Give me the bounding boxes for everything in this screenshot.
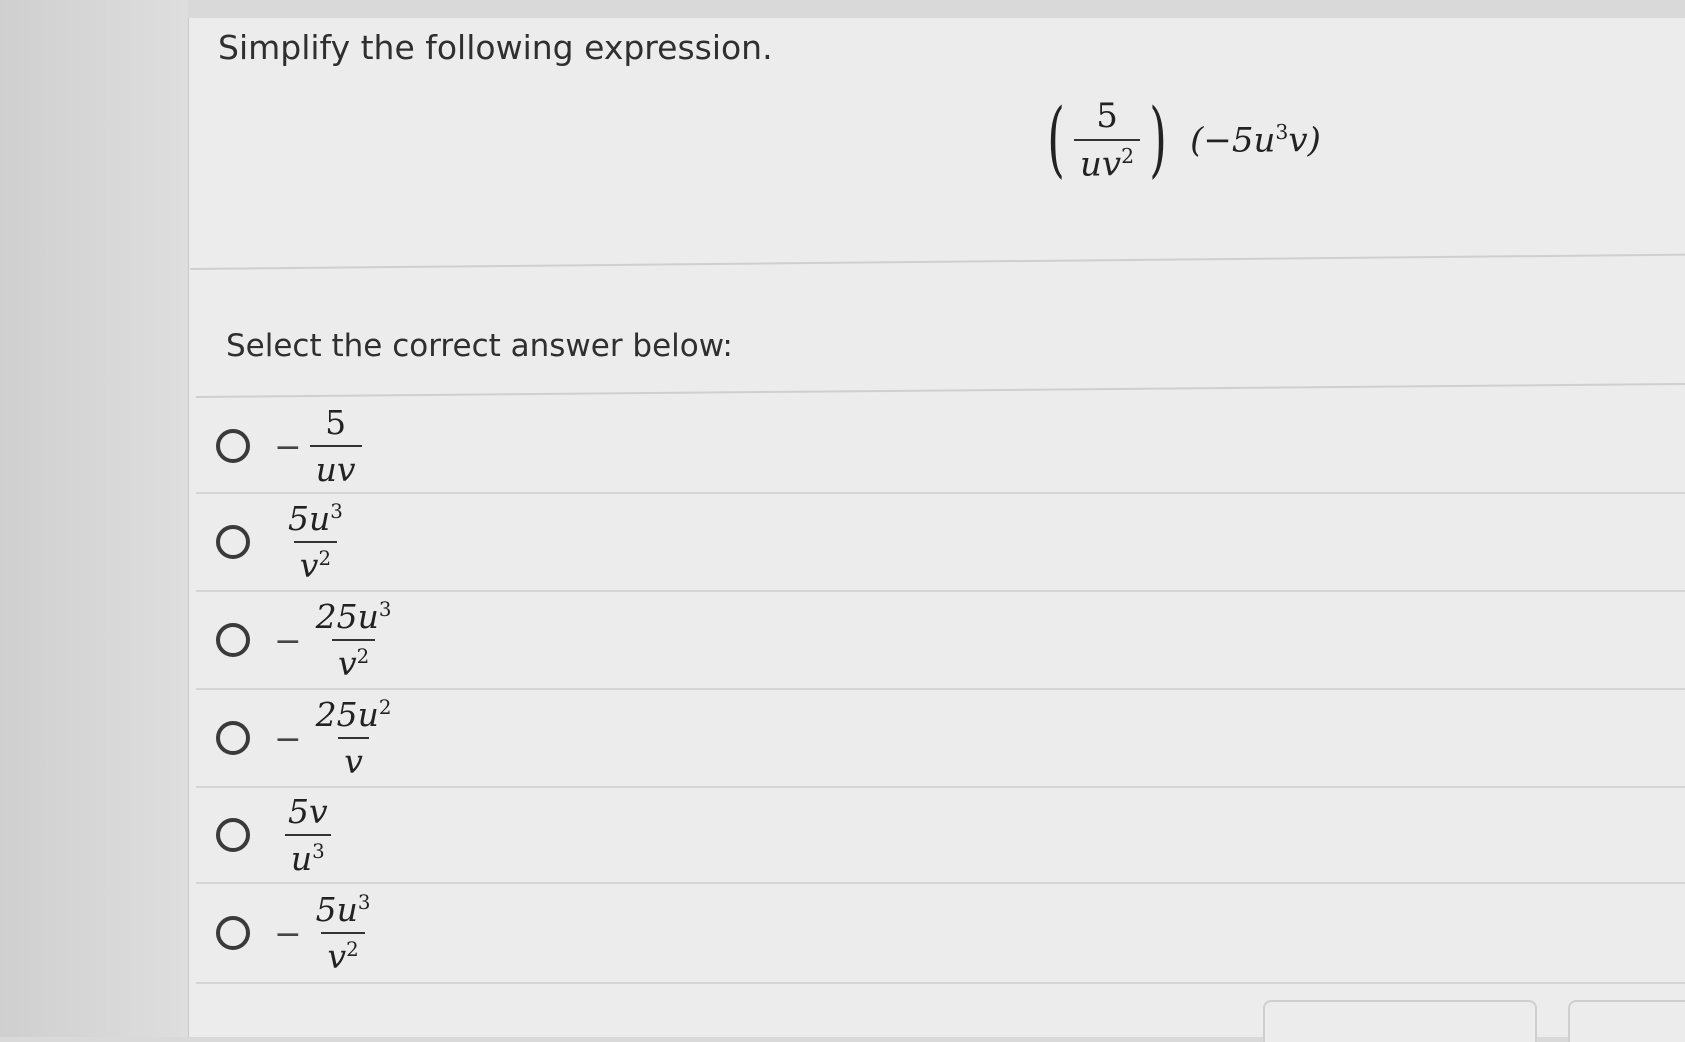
radio-button-6[interactable]	[216, 916, 250, 950]
expression-factor: $(-5u^3v)$	[1190, 120, 1321, 161]
left-gutter	[0, 0, 188, 1037]
answer-option-6[interactable]	[196, 884, 1685, 984]
option-4-expression: − $\frac{25u^2}{v}$	[274, 695, 392, 781]
open-paren: (	[1047, 92, 1065, 188]
answer-option-1[interactable]	[196, 400, 1685, 494]
radio-button-4[interactable]	[216, 721, 250, 755]
answer-option-5[interactable]	[196, 788, 1685, 884]
option-5-expression: $\frac{5v}{u^3}$	[274, 792, 336, 878]
option-3-expression: − $\frac{25u^3}{v^2}$	[274, 597, 392, 683]
select-answer-label: Select the correct answer below:	[226, 328, 733, 364]
close-paren: )	[1149, 92, 1167, 188]
bottom-button-2[interactable]	[1568, 1000, 1685, 1042]
option-2-expression: $\frac{5u^3}{v^2}$	[288, 499, 343, 585]
answer-option-2[interactable]	[196, 494, 1685, 592]
radio-button-2[interactable]	[216, 525, 250, 559]
radio-button-5[interactable]	[216, 818, 250, 852]
question-prompt: Simplify the following expression.	[218, 28, 773, 67]
radio-button-3[interactable]	[216, 623, 250, 657]
radio-button-1[interactable]	[216, 429, 250, 463]
answer-option-3[interactable]	[196, 592, 1685, 690]
expression-fraction	[1074, 96, 1140, 184]
answer-option-4[interactable]	[196, 690, 1685, 788]
option-6-expression: − $\frac{5u^3}{v^2}$	[274, 890, 371, 976]
question-expression	[1040, 92, 1321, 188]
fraction-numerator: 5	[1096, 96, 1118, 136]
fraction-denominator: $uv^2$	[1074, 139, 1140, 184]
option-1-expression: − $\frac{5}{uv}$	[274, 403, 364, 489]
bottom-button-1[interactable]	[1263, 1000, 1537, 1042]
